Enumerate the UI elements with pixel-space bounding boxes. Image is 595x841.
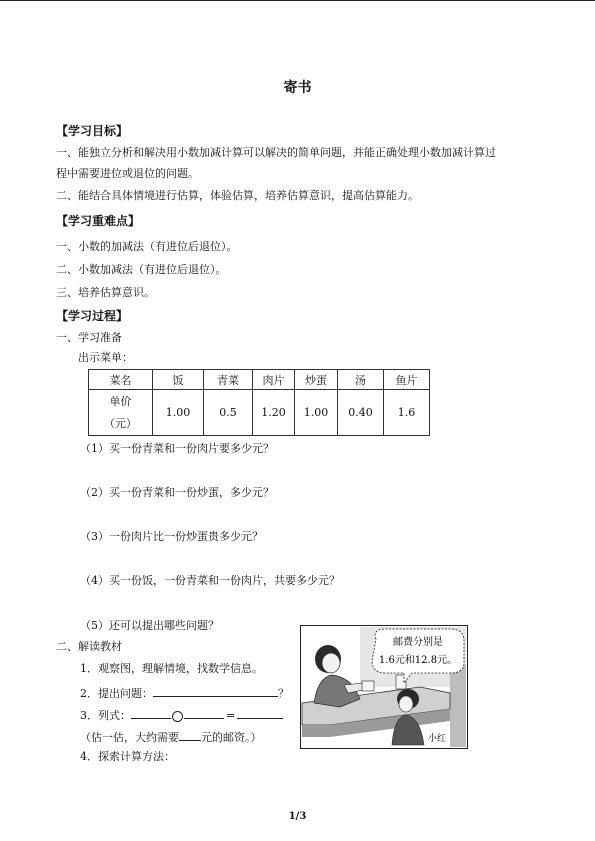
step-2 — [80, 684, 289, 701]
page-title: 寄书 — [283, 80, 312, 96]
menu-header-cell: 肉片 — [253, 370, 295, 390]
question-3: （3）一份肉片比一份炒蛋贵多少元？ — [80, 530, 263, 543]
menu-header-cell: 汤 — [338, 370, 384, 390]
question-5: （5）还可以提出哪些问题？ — [80, 619, 219, 632]
goal-line-1: 一、能独立分析和解决用小数加减计算可以解决的简单问题，并能正确处理小数加减计算过 — [56, 146, 496, 159]
price-cell: 1.00 — [295, 390, 338, 436]
keypoint-1: 一、小数的加减法（有进位后退位）。 — [56, 240, 238, 253]
side-wall — [450, 665, 466, 747]
operand-blank-1[interactable] — [131, 706, 171, 719]
process-heading: 【学习过程】 — [56, 309, 129, 323]
estimate-prefix: （估一估，大约需要 — [80, 731, 179, 744]
equals-sign: = — [226, 709, 236, 722]
price-cell: 0.40 — [338, 390, 384, 436]
menu-header-cell: 鱼片 — [384, 370, 430, 390]
step-3 — [80, 706, 283, 723]
price-cell: 1.6 — [384, 390, 430, 436]
menu-label: 出示菜单： — [78, 351, 133, 364]
step-4: 4．探索计算方法： — [80, 750, 175, 763]
parcel — [362, 681, 374, 691]
price-unit: （元） — [104, 416, 137, 430]
result-blank[interactable] — [237, 706, 283, 719]
menu-header-row — [89, 370, 430, 390]
estimate-line — [80, 728, 262, 745]
girl-name-label: 小红 — [428, 734, 447, 744]
bubble-line-1: 邮费分别是 — [393, 637, 443, 648]
textbook-label: 二、解读教材 — [56, 640, 122, 653]
keypoint-2: 二、小数加减法（有进位后退位）。 — [56, 263, 227, 276]
question-1: （1）买一份青菜和一份肉片要多少元？ — [80, 442, 274, 455]
operator-circle[interactable] — [172, 711, 183, 722]
clerk-face — [322, 653, 340, 673]
step-2-prefix: 2．提出问题： — [80, 687, 153, 700]
step-1: 1．观察图，理解情境，找数学信息。 — [80, 662, 263, 675]
goals-heading: 【学习目标】 — [56, 124, 129, 138]
estimate-suffix: 元的邮资。） — [201, 731, 262, 744]
menu-header-cell: 饭 — [153, 370, 204, 390]
prep-label: 一、学习准备 — [56, 331, 122, 344]
price-cell: 0.5 — [204, 390, 253, 436]
price-label-cell — [89, 390, 153, 436]
girl-face — [399, 696, 413, 712]
question-blank[interactable] — [153, 684, 278, 697]
price-cell: 1.00 — [153, 390, 204, 436]
post-office-illustration — [300, 625, 468, 749]
price-label: 单价 — [109, 394, 132, 408]
bubble-line-2: 1.6元和12.8元。 — [378, 655, 458, 666]
menu-header-cell: 青菜 — [204, 370, 253, 390]
keypoint-3: 三、培养估算意识。 — [56, 286, 155, 299]
estimate-blank[interactable] — [179, 728, 201, 741]
menu-table — [88, 369, 430, 436]
operand-blank-2[interactable] — [184, 706, 224, 719]
menu-price-row — [89, 390, 430, 436]
goal-line-2: 程中需要进位或退位的问题。 — [56, 167, 199, 180]
top-rule — [0, 0, 595, 1]
step-2-suffix: ？ — [278, 687, 289, 700]
page-number: 1/3 — [288, 811, 307, 822]
menu-header-cell: 炒蛋 — [295, 370, 338, 390]
keypoints-heading: 【学习重难点】 — [56, 214, 141, 228]
question-4: （4）买一份饭，一份青菜和一份肉片，共要多少元？ — [80, 574, 340, 587]
question-2: （2）买一份青菜和一份炒蛋，多少元？ — [80, 486, 274, 499]
goal-line-3: 二、能结合具体情境进行估算，体验估算，培养估算意识，提高估算能力。 — [56, 189, 419, 202]
step-3-prefix: 3．列式： — [80, 709, 131, 722]
price-cell: 1.20 — [253, 390, 295, 436]
menu-header-cell: 菜名 — [89, 370, 153, 390]
